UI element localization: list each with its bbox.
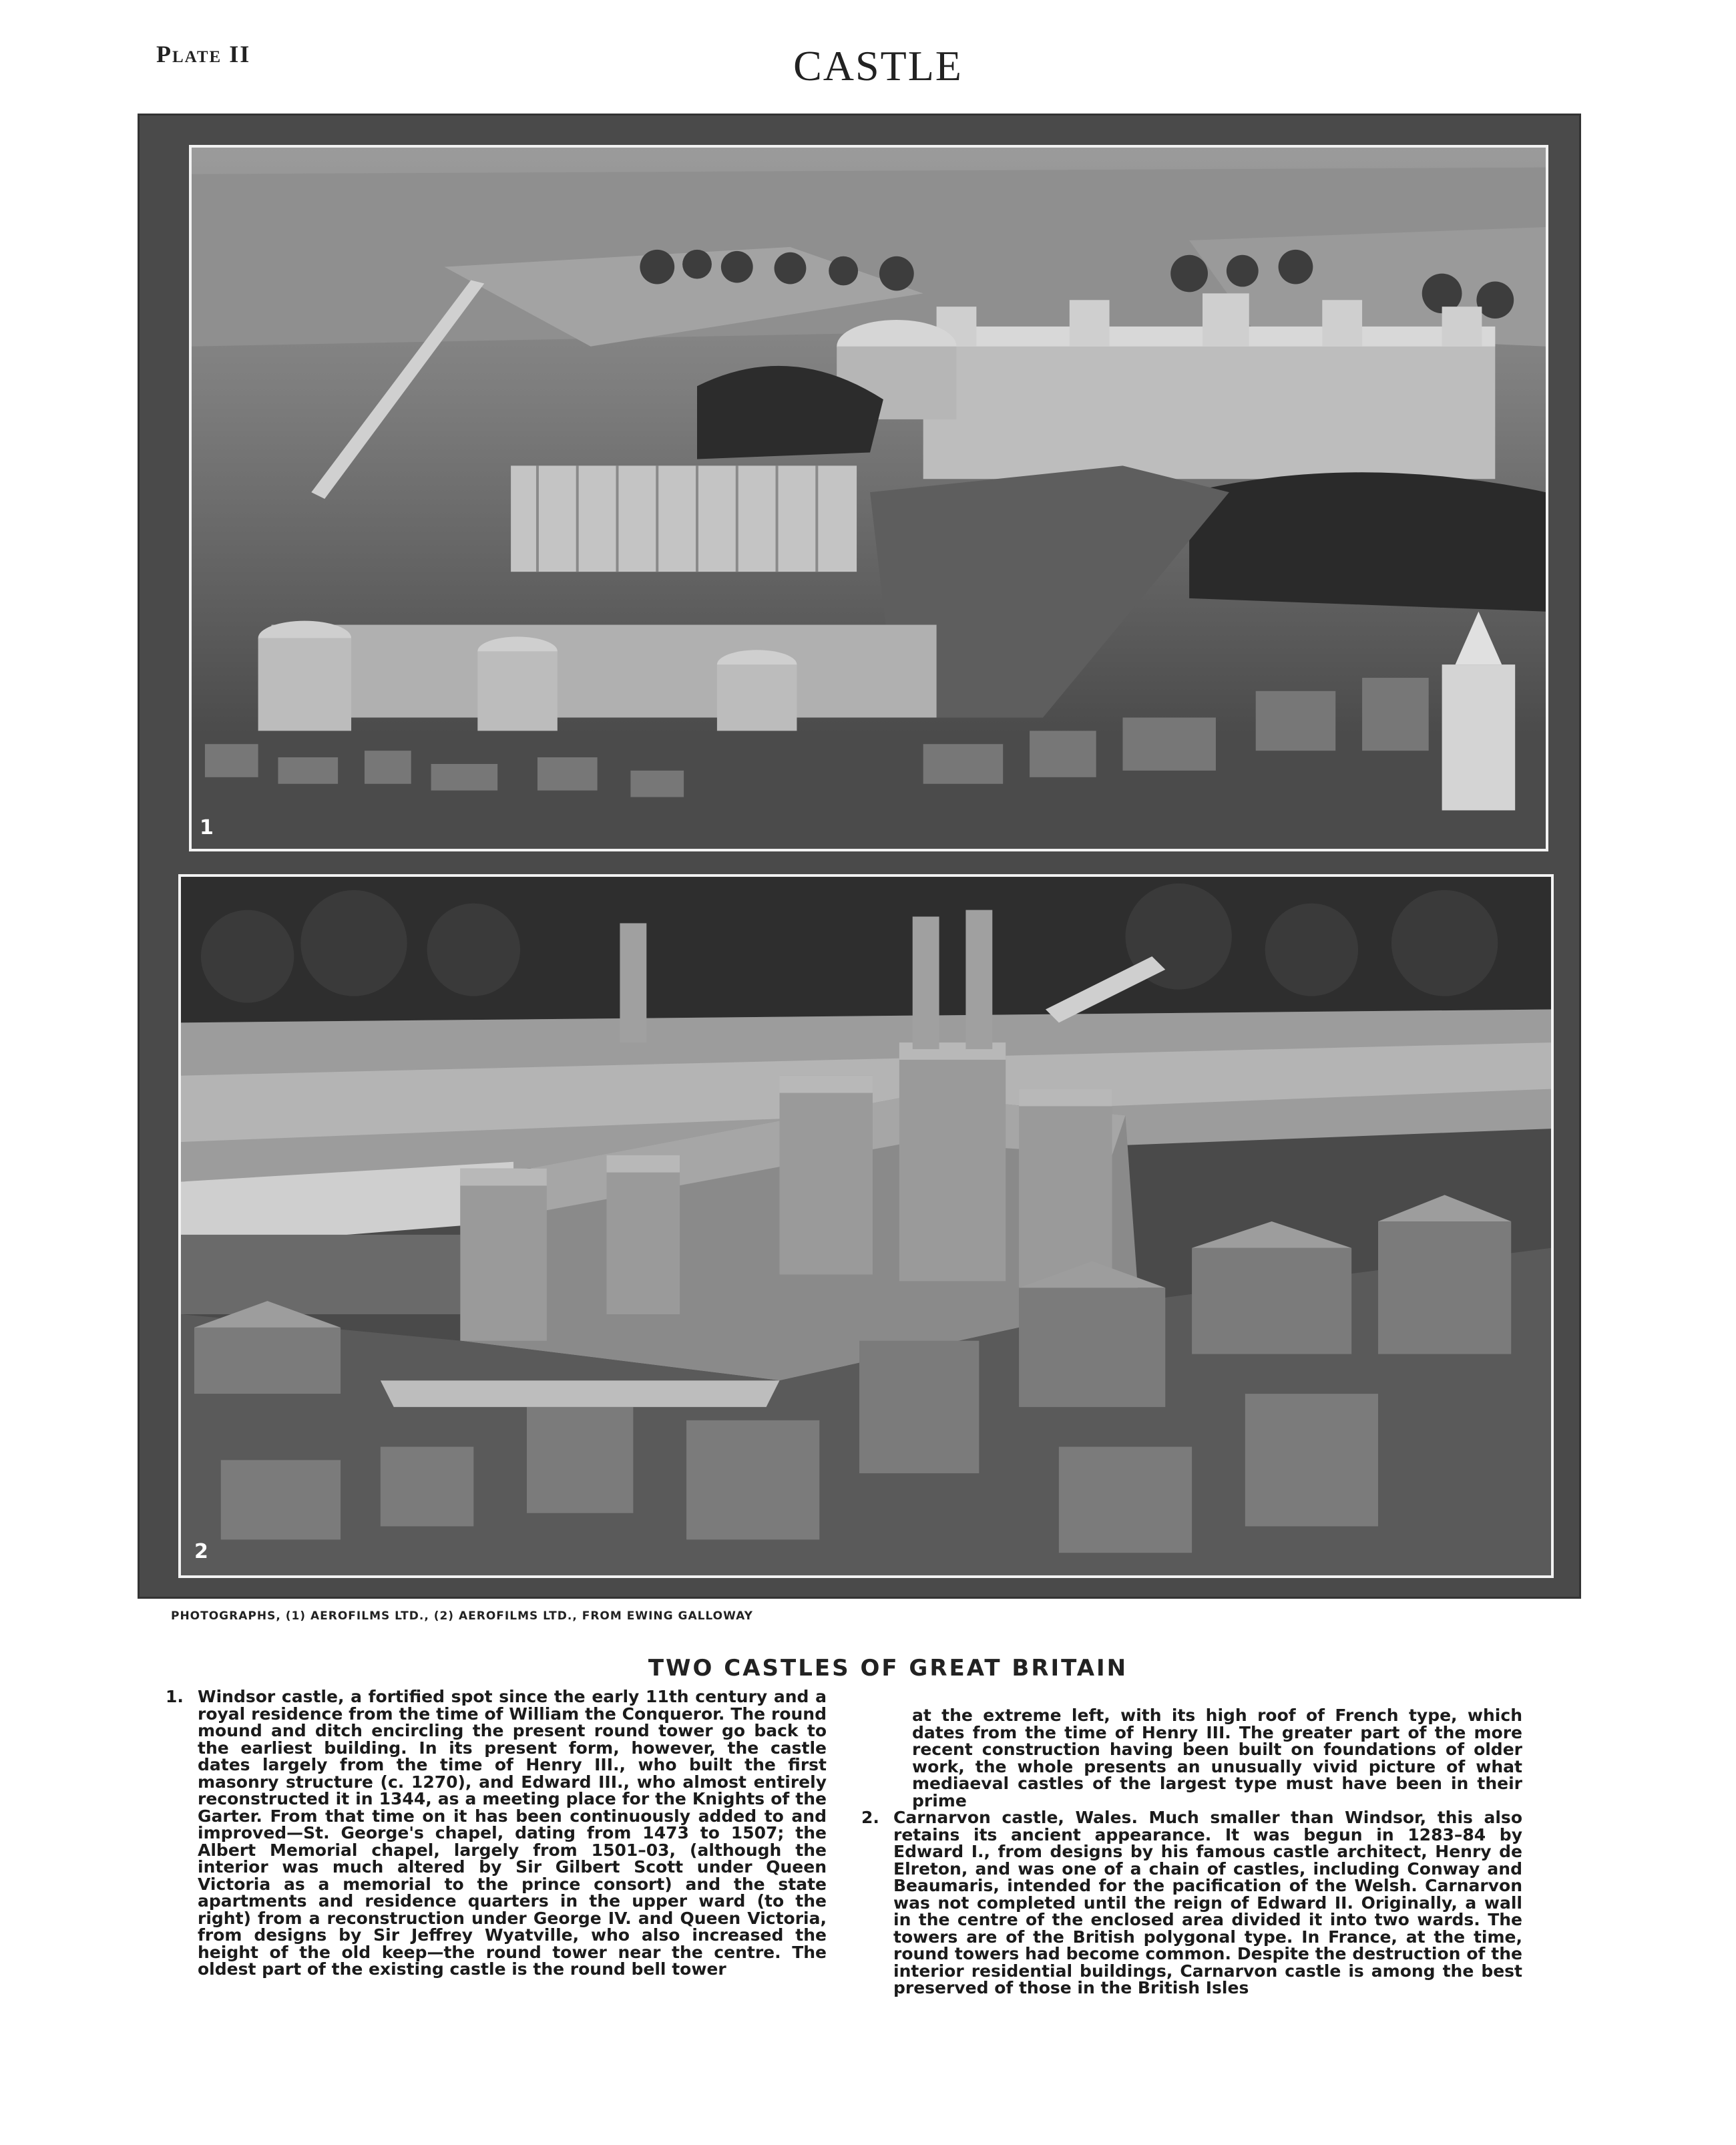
photo-number-1: 1 <box>200 816 214 839</box>
photo-carnarvon-castle <box>178 874 1554 1578</box>
caption-column-left <box>166 1688 827 1978</box>
caption-text-2: Carnarvon castle, Wales. Much smaller than Windsor, this also retains its ancient appearance. It was begun in 1283–84 by Edward I., from designs by his famous castle architect, Henry de Elreton, and was one of a chain of castles, including Conway and Beaumaris, intended for the pacification of the Welsh. Carnarvon was not completed until the reign of Edward II. Originally, a wall in the centre of the enclosed area divided it into two wards. The towers are of the British polygonal type. In France, at the time, round towers had become common. Despite the destruction of the interior residential buildings, Carnarvon castle is among the best preserved of those in the British Isles <box>893 1808 1522 1997</box>
windsor-aerial-image <box>192 148 1546 849</box>
caption-number-2: 2. <box>861 1808 879 1827</box>
caption-number-1: 1. <box>166 1687 184 1706</box>
caption-item-1 <box>166 1688 827 1978</box>
caption-column-right <box>861 1707 1522 1997</box>
page-title: CASTLE <box>793 42 963 89</box>
photo-windsor-castle <box>189 145 1548 851</box>
photo-plate-frame <box>138 114 1581 1599</box>
section-heading: TWO CASTLES OF GREAT BRITAIN <box>648 1655 1128 1682</box>
caption-item-2 <box>861 1809 1522 1997</box>
photo-credit: PHOTOGRAPHS, (1) AEROFILMS LTD., (2) AEROFILMS LTD., FROM EWING GALLOWAY <box>171 1609 753 1623</box>
caption-text-1: Windsor castle, a fortified spot since the early 11th century and a royal residence from the time of William the Conqueror. The round mound and ditch encircling the present round tower go back to the earliest building. In its present form, however, the castle dates largely from the time of Henry III., who built the first masonry structure (c. 1270), and Edward III., who almost entirely reconstructed it in 1344, as a meeting place for the Knights of the Garter. From that time on it has been continuously added to and improved—St. George's chapel, dating from 1473 to 1507; the Albert Memorial chapel, largely from 1501–03, (although the interior was much altered by Sir Gilbert Scott under Queen Victoria as a memorial to the prince consort) and the state apartments and residence quarters in the upper ward (to the right) from a reconstruction under George IV. and Queen Victoria, from designs by Sir Jeffrey Wyatville, who also increased the height of the old keep—the round tower near the centre. The oldest part of the existing castle is the round bell tower <box>198 1687 827 1979</box>
photo-number-2: 2 <box>194 1540 208 1563</box>
caption-text-1-continued: at the extreme left, with its high roof of French type, which dates from the time of Henry III. The greater part of the more recent construction having been built on foundations of older work, the whole presents an unusually vivid picture of what mediaeval castles of the largest type must have been in their prime <box>912 1706 1522 1810</box>
carnarvon-aerial-image <box>181 877 1551 1575</box>
plate-label: Plate II <box>156 41 251 67</box>
